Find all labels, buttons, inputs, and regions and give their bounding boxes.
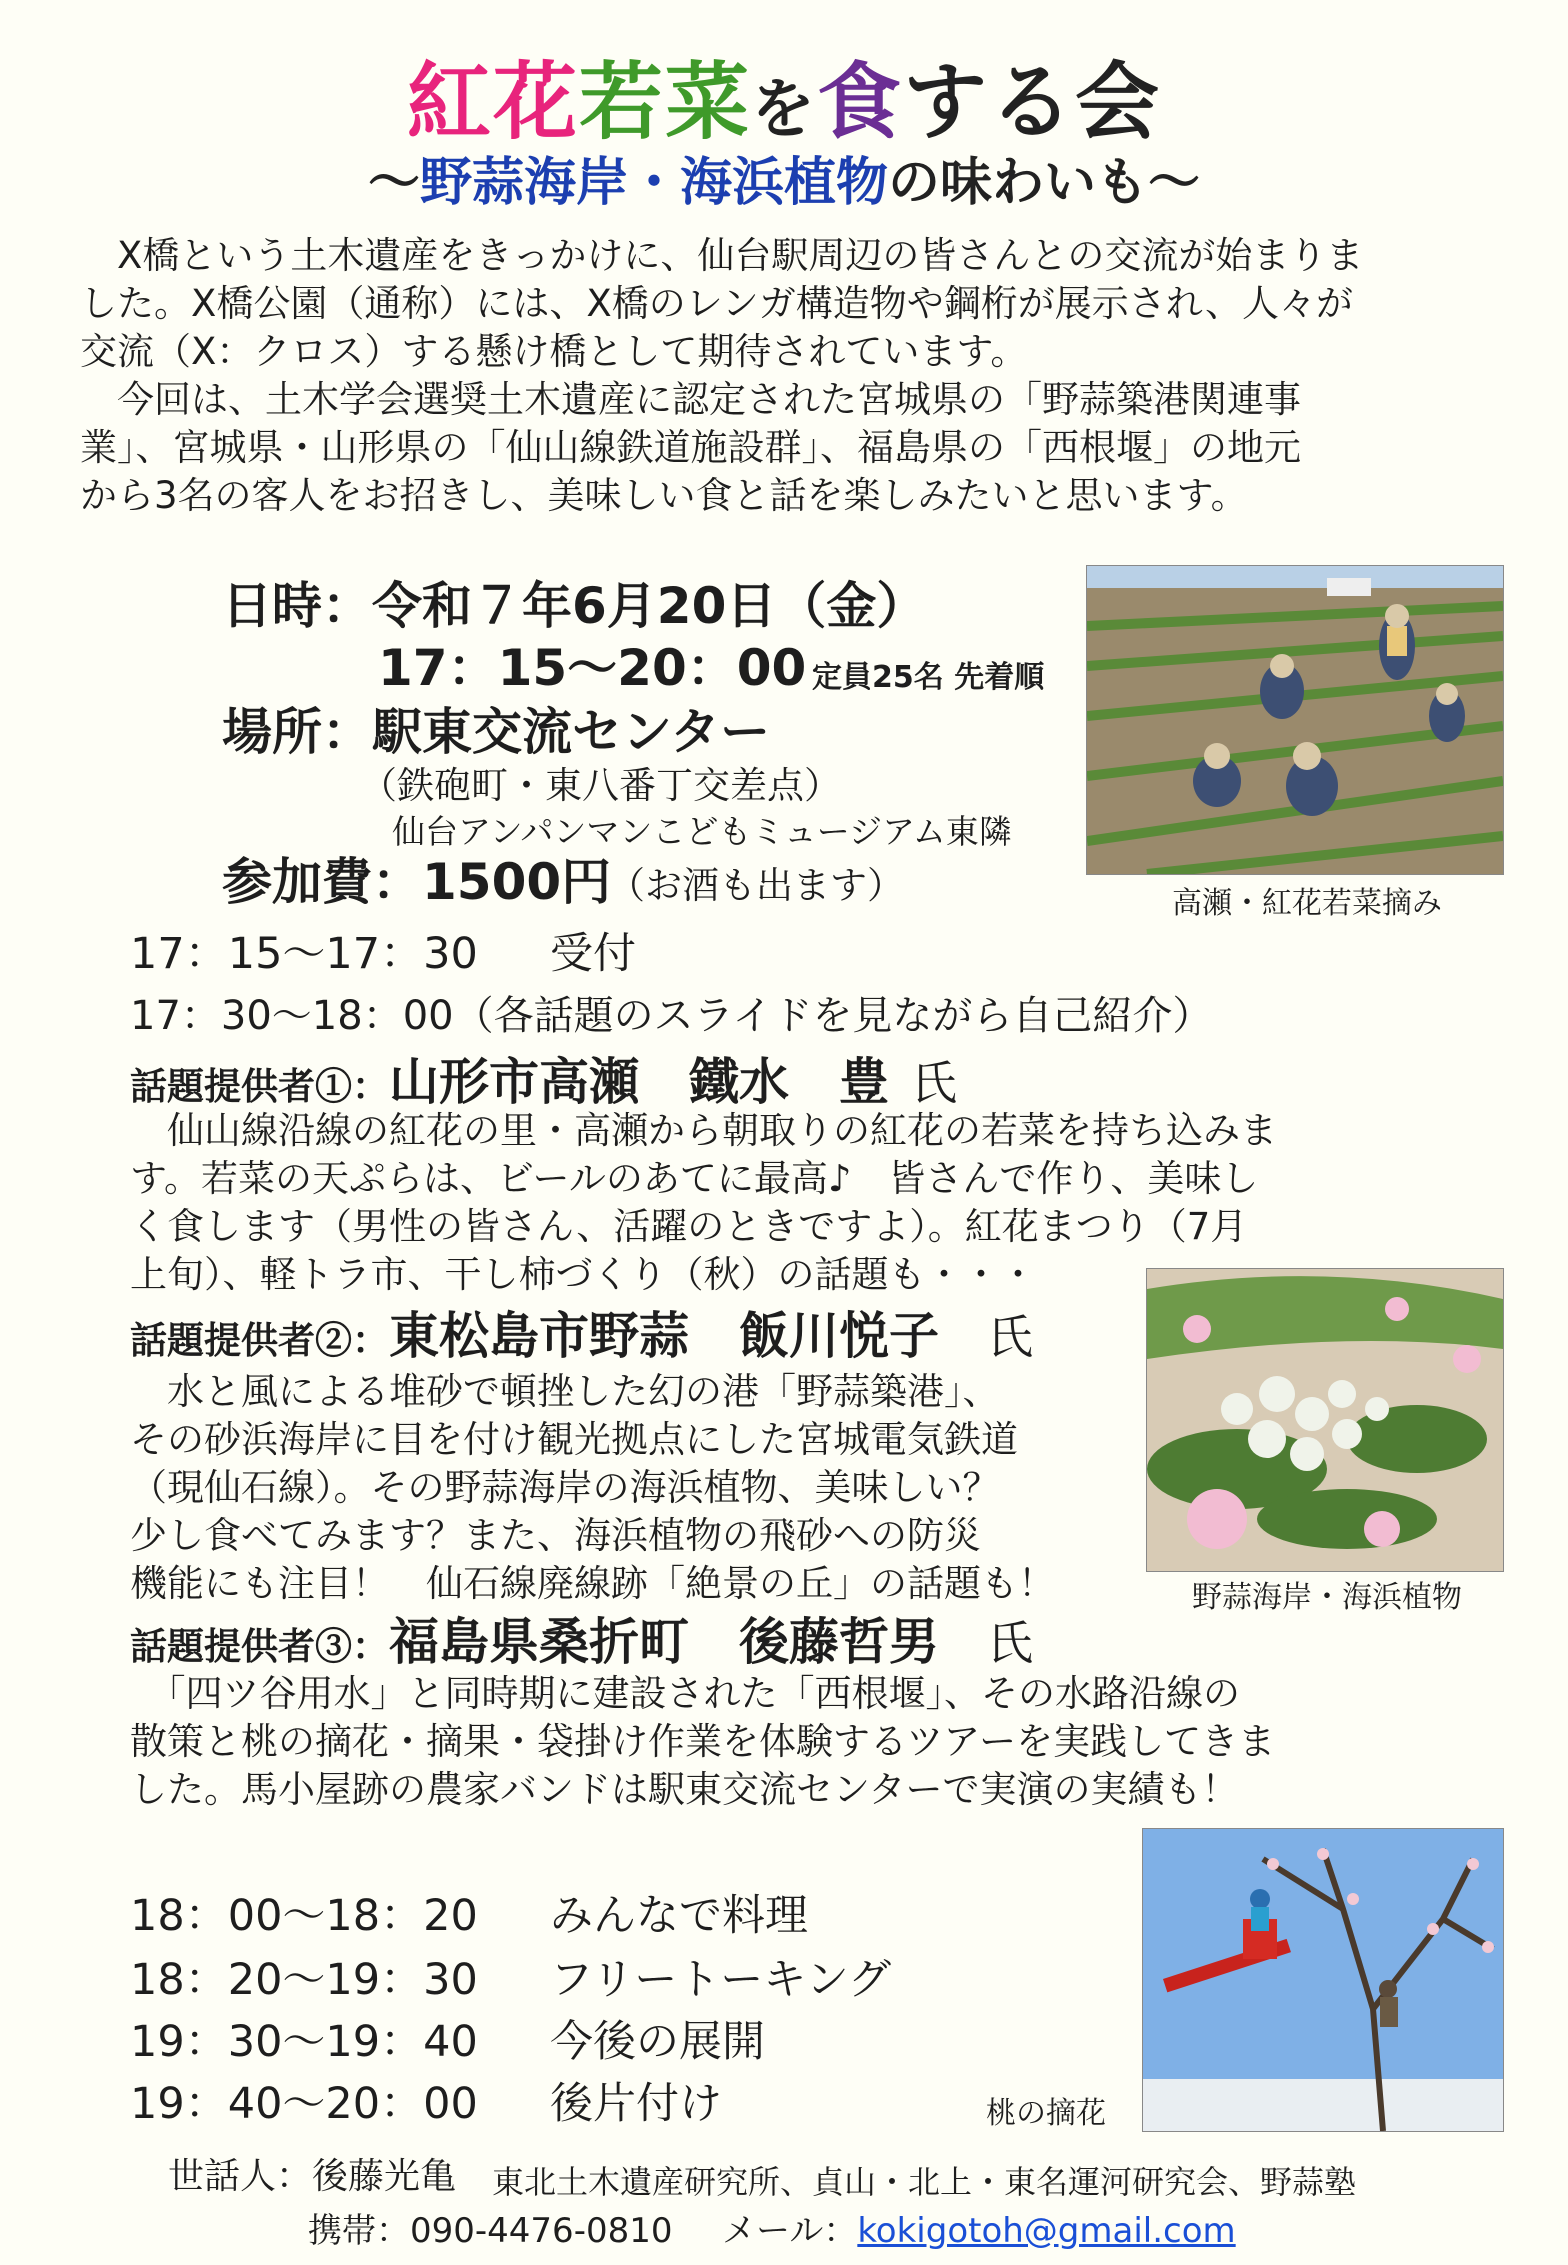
page-title [0,52,1568,160]
schedule-row [130,1888,808,1944]
description-line: （現仙石線）。その野蒜海岸の海浜植物、美味しい？ [130,1466,1000,1509]
intro-text [80,232,1500,520]
description-line: く食します（男性の皆さん、活躍のときですよ）。紅花まつり（7月 [130,1205,1248,1248]
intro-line: 今回は、土木学会選奨土木遺産に認定された宮城県の「野蒜築港関連事 [80,378,1301,421]
orchard-illustration [1143,1829,1503,2131]
footer-mail-label: メール： [722,2211,858,2251]
schedule-time: 17：15〜17：30 [130,929,478,979]
title-part-3: を [751,72,817,147]
description-line: した。馬小屋跡の農家バンドは駅東交流センターで実演の実績も！ [130,1768,1239,1811]
schedule-row [130,990,1212,1042]
schedule-text: フリートーキング [550,1955,891,2005]
photo2-caption: 野蒜海岸・海浜植物 [1192,1580,1462,1615]
intro-line: X橋という土木遺産をきっかけに、仙台駅周辺の皆さんとの交流が始まりま [80,234,1364,277]
schedule-row [130,926,636,982]
schedule-time: 18：00〜18：20 [130,1891,478,1941]
speaker-2-description [130,1368,1055,1608]
intro-line: 業」、宮城県・山形県の「仙山線鉄道施設群」、福島県の「西根堰」の地元 [80,426,1301,469]
intro-line: から3名の客人をお招きし、美味しい食と話を楽しみたいと思います。 [80,474,1248,517]
description-line: 仙山線沿線の紅花の里・高瀬から朝取りの紅花の若菜を持ち込みま [130,1109,1277,1152]
photo-peach-thinning [1142,1828,1504,2132]
schedule-text: 今後の展開 [550,2017,765,2067]
description-line: 水と風による堆砂で頓挫した幻の港「野蒜築港」、 [130,1370,1000,1413]
schedule-row [130,2076,722,2132]
speaker-label: 話題提供者③： [130,1624,389,1668]
event-place-landmark: 仙台アンパンマンこどもミュージアム東隣 [392,812,1012,851]
description-line: 散策と桃の摘花・摘果・袋掛け作業を体験するツアーを実践してきま [130,1720,1276,1763]
event-date: 日時：令和７年6月20日（金） [222,577,927,635]
speaker-3-description [130,1670,1275,1814]
description-line: す。若菜の天ぷらは、ビールのあてに最高♪ 皆さんで作り、美味し [130,1157,1259,1200]
schedule-row [130,1952,891,2008]
intro-line: 交流（X：クロス）する懸け橋として期待されています。 [80,330,1028,373]
schedule-time: 19：40〜20：00 [130,2079,478,2129]
speaker-label: 話題提供者②： [130,1318,389,1362]
title-part-1: 紅花 [406,52,579,151]
schedule-time: 18：20〜19：30 [130,1955,478,2005]
subtitle-part-1: 〜 [367,152,420,213]
schedule-text: 受付 [550,929,636,979]
footer-organizations: 東北土木遺産研究所、貞山・北上・東名運河研究会、野蒜塾 [492,2163,1357,2201]
schedule-time: 17：30〜18：00 [130,993,454,1039]
schedule-text: みんなで料理 [550,1891,808,1941]
speaker-1-description [130,1107,1277,1299]
speaker-name: 東松島市野蒜 飯川悦子 [389,1306,939,1365]
description-line: その砂浜海岸に目を付け観光拠点にした宮城電気鉄道 [130,1418,1018,1461]
speaker-honorific: 氏 [987,1616,1033,1670]
email-link[interactable]: kokigotoh@gmail.com [857,2211,1236,2251]
footer-mail [722,2208,1236,2254]
description-line: 少し食べてみます？また、海浜植物の飛砂への防災 [130,1514,981,1557]
event-place: 場所：駅東交流センター [222,703,770,761]
field-illustration [1087,566,1503,874]
speaker-name: 福島県桑折町 後藤哲男 [389,1612,939,1671]
photo1-caption: 高瀬・紅花若菜摘み [1172,886,1442,921]
beach-illustration [1147,1269,1503,1571]
speaker-name: 山形市高瀬 鐵水 豊 [389,1052,889,1111]
description-line: 「四ツ谷用水」と同時期に建設された「西根堰」、その水路沿線の [130,1672,1240,1715]
speaker-label: 話題提供者①： [130,1064,389,1108]
title-part-4: 食 [817,52,904,151]
photo-beach-plants [1146,1268,1504,1572]
speaker-honorific: 氏 [911,1056,957,1110]
event-fee: 参加費：1500円 [222,853,612,911]
event-capacity: 定員25名 先着順 [812,660,1045,695]
title-part-5: する会 [903,52,1162,151]
footer-organizer: 世話人：後藤光亀 [168,2156,457,2197]
schedule-text: （各話題のスライドを見ながら自己紹介） [453,993,1213,1039]
photo3-caption: 桃の摘花 [986,2096,1106,2131]
footer-phone: 携帯：090-4476-0810 [308,2211,673,2251]
title-part-2: 若菜 [578,52,751,151]
event-time: 17：15〜20：00 [378,639,807,697]
speaker-honorific: 氏 [987,1310,1033,1364]
intro-line: した。X橋公園（通称）には、X橋のレンガ構造物や鋼桁が展示され、人々が [80,282,1353,325]
event-place-note: （鉄砲町・東八番丁交差点） [360,764,841,807]
description-line: 機能にも注目！ 仙石線廃線跡「絶景の丘」の話題も！ [130,1562,1055,1605]
photo-safflower-picking [1086,565,1504,875]
event-fee-note: （お酒も出ます） [608,864,904,907]
schedule-row [130,2014,765,2070]
page-subtitle [0,150,1568,216]
subtitle-part-2: 野蒜海岸・海浜植物 [419,152,888,213]
schedule-text: 後片付け [550,2079,722,2129]
description-line: 上旬）、軽トラ市、干し柿づくり（秋）の話題も・・・ [130,1253,1037,1296]
schedule-time: 19：30〜19：40 [130,2017,478,2067]
subtitle-part-3: の味わいも〜 [888,152,1201,213]
